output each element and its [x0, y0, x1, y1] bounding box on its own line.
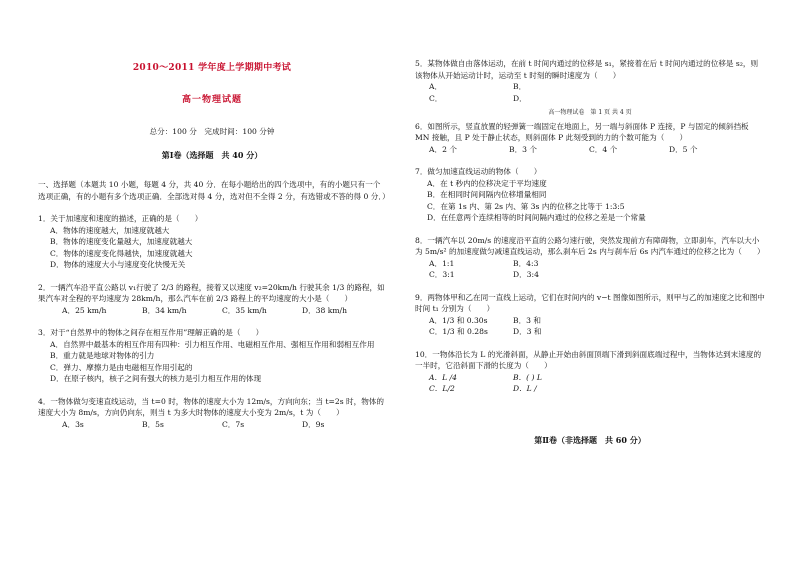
- question-stem: 5．某物体做自由落体运动，在前 t 时间内通过的位移是 s₁，紧接着在后 t 时间内通过的位移是 s₂，则该物体从开始运动计时，运动至 t 时刻的瞬时速度为（ ）: [415, 59, 759, 80]
- right-column: [415, 58, 765, 446]
- option: A．L /4: [429, 372, 457, 382]
- exam-info: 总分：100 分 完成时间：100 分钟: [149, 127, 275, 136]
- question-2: [38, 282, 386, 317]
- option-row: [415, 269, 765, 281]
- question-stem: 3．对于“自然界中的物体之间存在相互作用”理解正确的是（ ）: [38, 328, 264, 337]
- option: B．物体的速度变化量越大，加速度就越大: [50, 237, 193, 246]
- option: A．1/3 和 0.30s: [429, 315, 488, 325]
- option-row: [415, 315, 765, 327]
- page-footer: 高一物理试卷 第 1 页 共 4 页: [548, 109, 632, 116]
- option: B．3 和: [513, 315, 542, 325]
- option: B．5s: [142, 419, 164, 429]
- question-5: [415, 58, 765, 104]
- question-1: [38, 213, 386, 271]
- question-stem: 10．一物体沿长为 L 的光滑斜面，从静止开始由斜面顶端下滑到斜面底端过程中，当物体达到末速度的一半时，它沿斜面下滑的长度为（ ）: [415, 349, 762, 370]
- option: D．3:4: [513, 270, 539, 279]
- option: D．: [513, 93, 527, 103]
- option: A．3s: [62, 419, 84, 429]
- question-stem: 2．一辆汽车沿平直公路以 v₁行驶了 2/3 的路程，接着又以速度 v₂=20km/h 行驶其余 1/3 的路程，如果汽车对全程的平均速度为 28km/h，那么汽车在前 2/3 路程上的平均速度的大小是（ ）: [38, 282, 385, 303]
- option: C．3:1: [429, 270, 455, 279]
- option: C．7s: [222, 419, 245, 429]
- option-row: [415, 258, 765, 270]
- option: A．25 km/h: [62, 305, 107, 315]
- option: C．: [429, 93, 443, 103]
- option: B．3 个: [509, 144, 538, 154]
- option: B．在相同时间间隔内位移增量相同: [427, 190, 547, 199]
- question-8: [415, 235, 765, 281]
- option: C．4 个: [589, 144, 618, 154]
- question-stem: 4．一物体做匀变速直线运动，当 t=0 时，物体的速度大小为 12m/s，方向向东；当 t=2s 时，物体的速度大小为 8m/s，方向仍向东，则当 t 为多大时物体的速度大小变为 2m/s，t 为（ ）: [38, 396, 384, 417]
- option-row: [38, 419, 386, 431]
- question-6: [415, 121, 765, 156]
- question-stem: 6．如图所示，竖直放置的轻弹簧一端固定在地面上，另一端与斜面体 P 连接，P 与固定的倾斜挡板 MN 接触，且 P 处于静止状态，则斜面体 P 此刻受到的力的个数可能为（ ）: [415, 121, 749, 142]
- option: B．34 km/h: [142, 305, 187, 315]
- option: D．物体的速度大小与速度变化快慢无关: [50, 260, 186, 269]
- option-row: [415, 93, 765, 105]
- question-10: [415, 349, 765, 395]
- option-row: [415, 326, 765, 338]
- part2-title: 第Ⅱ卷（非选择题 共 60 分）: [534, 434, 646, 445]
- exam-title: 2010～2011 学年度上学期期中考试: [132, 63, 292, 73]
- option-row: [415, 372, 765, 384]
- option: C．物体的速度变化得越快，加速度就越大: [50, 248, 193, 258]
- option: B．: [513, 82, 527, 91]
- option: C．弹力、摩擦力是由电磁相互作用引起的: [50, 362, 193, 372]
- option: A．自然界中最基本的相互作用有四种：引力相互作用、电磁相互作用、强相互作用和弱相互作用: [50, 339, 375, 349]
- option: A．1:1: [429, 258, 455, 268]
- option: A．: [429, 82, 443, 91]
- option: C．1/3 和 0.28s: [429, 327, 488, 336]
- option: C．35 km/h: [222, 305, 267, 315]
- question-7: [415, 166, 765, 224]
- question-3: [38, 327, 386, 385]
- option-row: [415, 81, 765, 93]
- option: D．在原子核内，核子之间有强大的核力是引力相互作用的体现: [50, 374, 262, 383]
- option: C．在第 1s 内、第 2s 内、第 3s 内的位移之比等于 1:3:5: [427, 201, 625, 211]
- option-row: [415, 144, 765, 156]
- option: A．物体的速度越大，加速度就越大: [50, 225, 170, 235]
- question-stem: 7．做匀加速直线运动的物体（ ）: [415, 167, 542, 176]
- option: A．在 t 秒内的位移决定于平均速度: [427, 178, 547, 188]
- option: B．重力就是地球对物体的引力: [50, 351, 155, 360]
- option-row: [415, 383, 765, 395]
- part1-title: 第Ⅰ卷（选择题 共 40 分）: [161, 149, 263, 160]
- option: D．在任意两个连续相等的时间间隔内通过的位移之差是一个常量: [427, 213, 646, 222]
- left-column: [38, 58, 390, 430]
- question-stem: 1．关于加速度和速度的描述，正确的是（ ）: [38, 214, 203, 223]
- question-4: [38, 396, 386, 431]
- option: D．3 和: [513, 327, 542, 336]
- option: B．( ) L: [513, 372, 542, 382]
- option-row: [38, 305, 386, 317]
- question-stem: 8．一辆汽车以 20m/s 的速度沿平直的公路匀速行驶，突然发现前方有障碍物，立即刹车，汽车以大小为 5m/s² 的加速度做匀减速直线运动，那么刹车后 2s 内与刹车后 6s 内汽车通过的位移之比为（ ）: [415, 235, 765, 256]
- option: D．38 km/h: [302, 305, 348, 315]
- option: D．L /: [513, 384, 537, 393]
- question-9: [415, 292, 765, 338]
- option: B．4:3: [513, 258, 539, 268]
- part1-instructions: 一、选择题（本题共 10 小题，每题 4 分，共 40 分．在每小题给出的四个选项中，有的小题只有一个选项正确，有的小题有多个选项正确．全部选对得 4 分，选对但不全得 2 分，有选错或不答的得 0 分．）: [38, 180, 390, 201]
- exam-subtitle: 高一物理试题: [181, 94, 242, 105]
- option: C．L/2: [429, 384, 455, 393]
- option: A．2 个: [429, 144, 457, 154]
- option: D．9s: [302, 419, 325, 429]
- option: D．5 个: [669, 144, 698, 154]
- question-stem: 9．两物体甲和乙在同一直线上运动，它们在时间内的 v−t 图像如图所示，则甲与乙的加速度之比和图中时间 t₁ 分别为（ ）: [415, 292, 765, 313]
